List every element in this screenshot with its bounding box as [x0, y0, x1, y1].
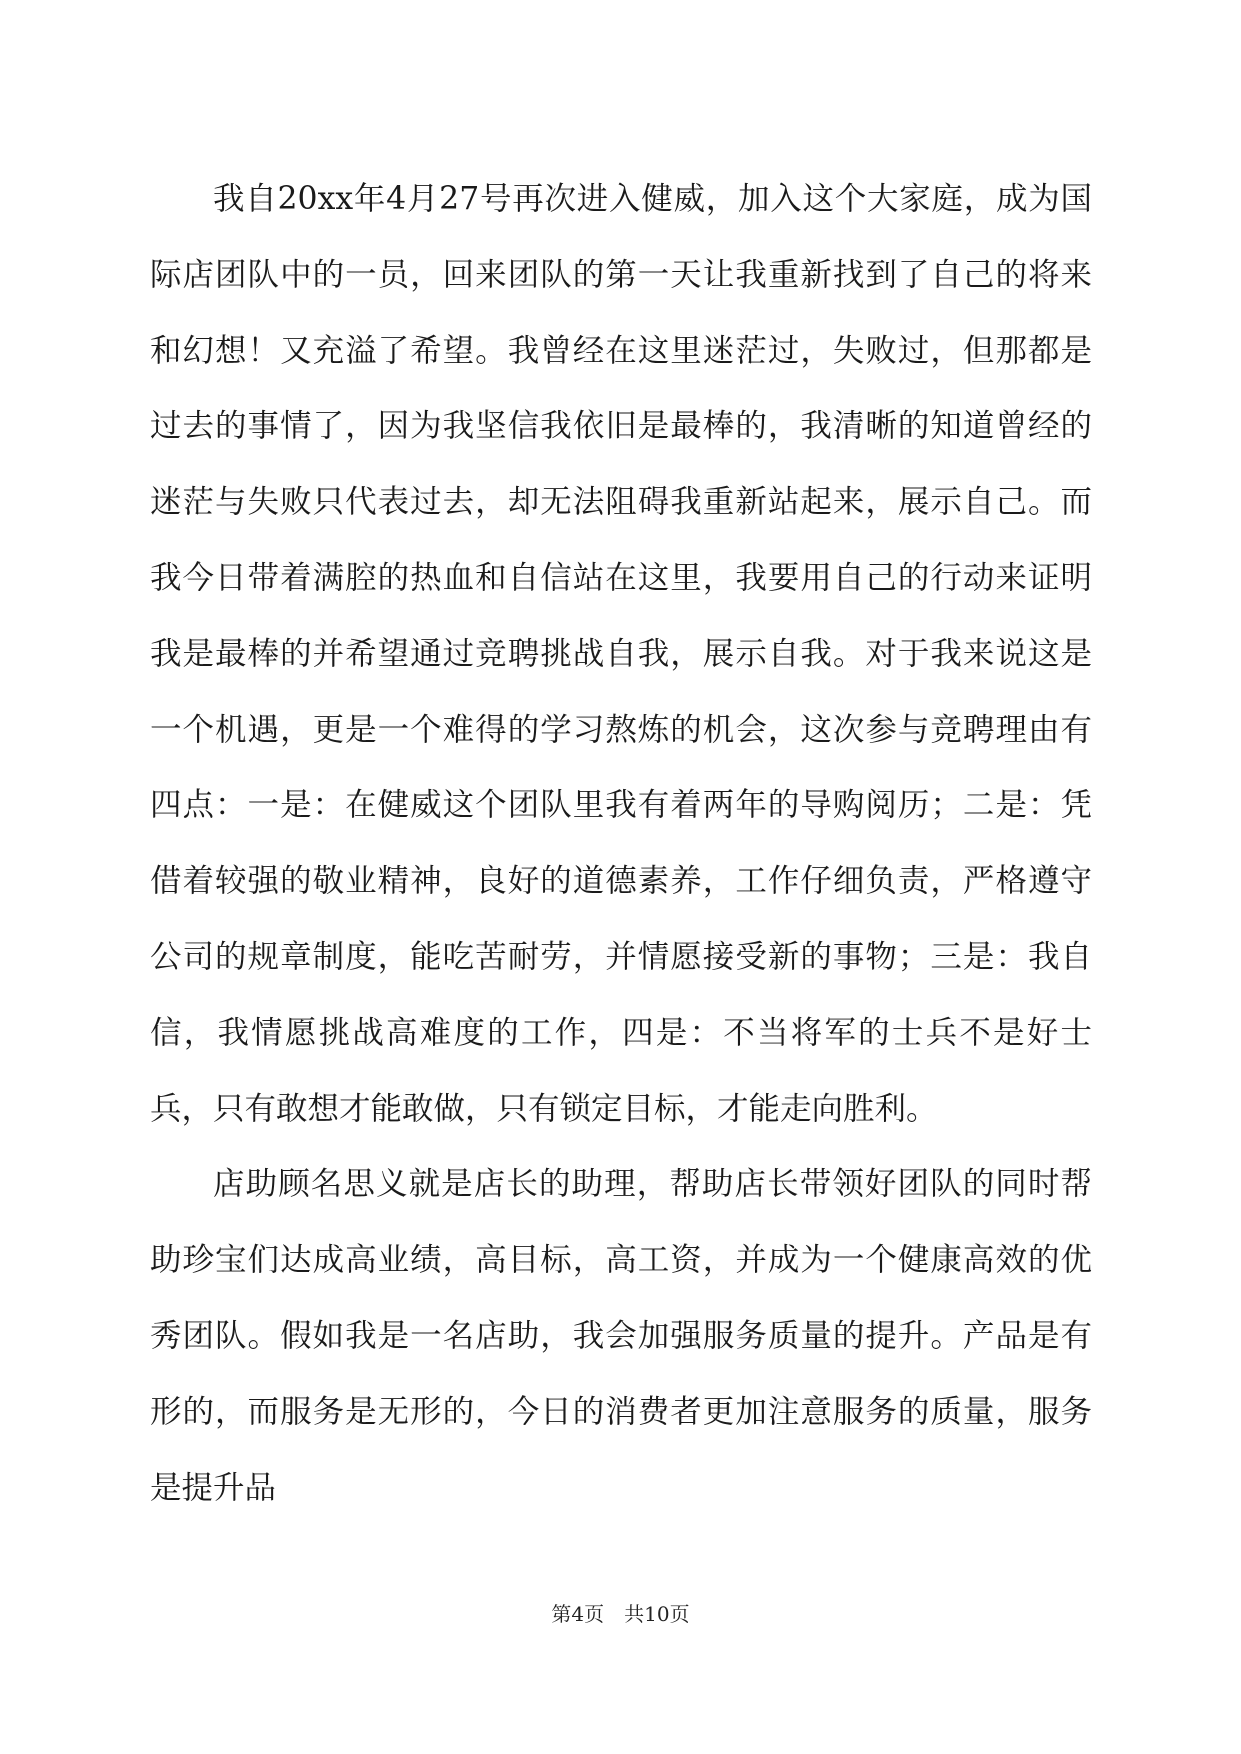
document-body: [150, 162, 1092, 1526]
page-number-footer: 第4页 共10页: [551, 1602, 690, 1626]
paragraph: 我自20xx年4月27号再次进入健威，加入这个大家庭，成为国际店团队中的一员，回来团队的第一天让我重新找到了自己的将来和幻想！又充溢了希望。我曾经在这里迷茫过，失败过，但那都是过去的事情了，因为我坚信我依旧是最棒的，我清晰的知道曾经的迷茫与失败只代表过去，却无法阻碍我重新站起来，展示自己。而我今日带着满腔的热血和自信站在这里，我要用自己的行动来证明我是最棒的并希望通过竞聘挑战自我，展示自我。对于我来说这是一个机遇，更是一个难得的学习熬炼的机会，这次参与竞聘理由有四点：一是：在健威这个团队里我有着两年的导购阅历；二是：凭借着较强的敬业精神，良好的道德素养，工作仔细负责，严格遵守公司的规章制度，能吃苦耐劳，并情愿接受新的事物；三是：我自信，我情愿挑战高难度的工作，四是：不当将军的士兵不是好士兵，只有敢想才能敢做，只有锁定目标，才能走向胜利。: [150, 181, 1092, 1127]
paragraph: 店助顾名思义就是店长的助理，帮助店长带领好团队的同时帮助珍宝们达成高业绩，高目标，高工资，并成为一个健康高效的优秀团队。假如我是一名店助，我会加强服务质量的提升。产品是有形的，而服务是无形的，今日的消费者更加注意服务的质量，服务是提升品: [150, 1166, 1092, 1506]
